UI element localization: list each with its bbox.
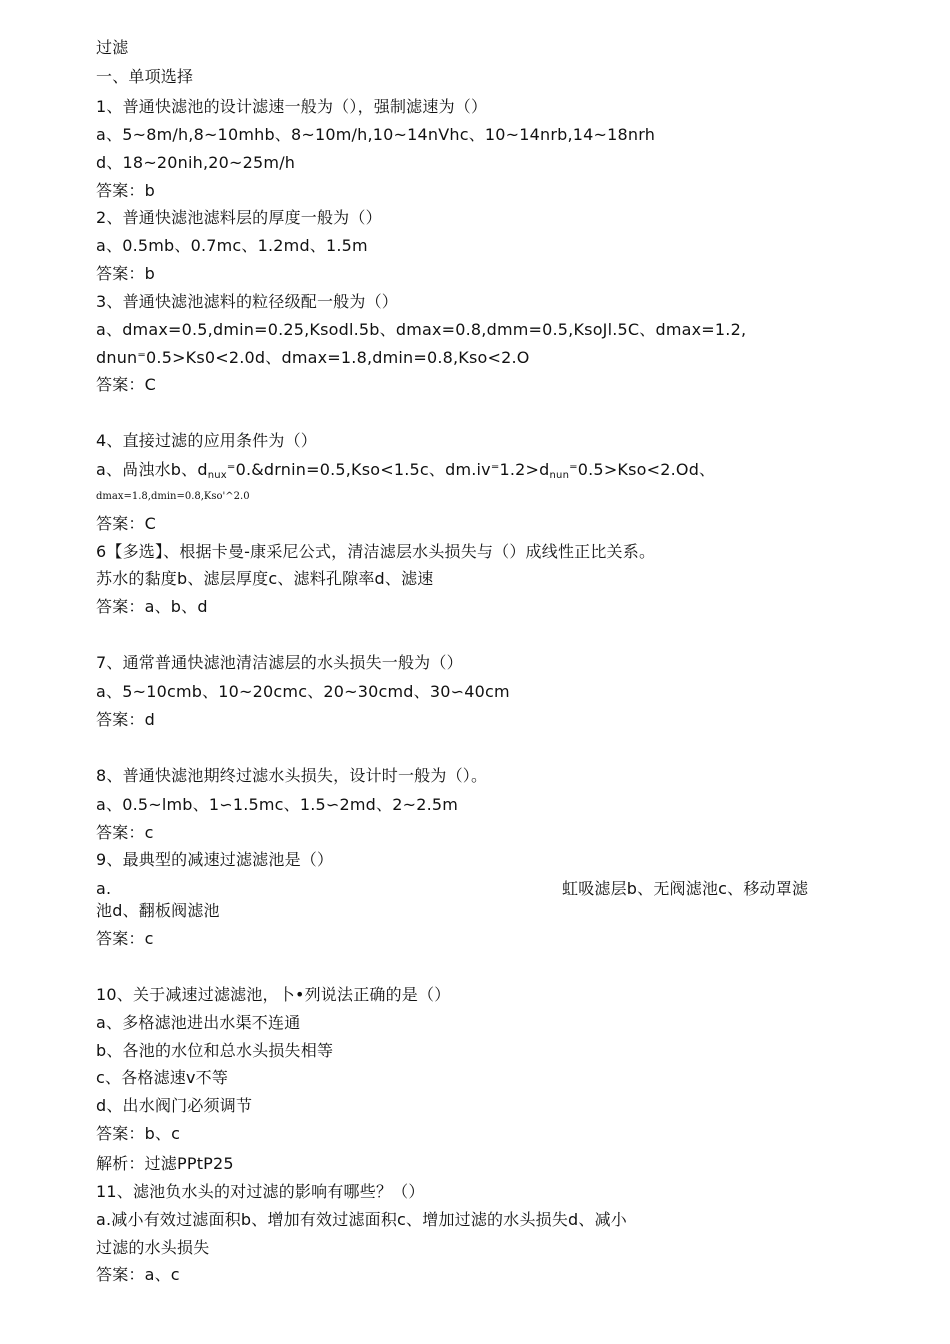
q3-answer: 答案：C bbox=[96, 375, 156, 394]
section-heading: 一、单项选择 bbox=[96, 67, 194, 86]
q9-opt-left: a. bbox=[96, 879, 112, 898]
q1-options-line2: d、18~20nih,20~25m/h bbox=[96, 153, 296, 172]
q2-stem: 2、普通快滤池滤料层的厚度一般为（） bbox=[96, 208, 382, 227]
q11-answer: 答案：a、c bbox=[96, 1265, 180, 1284]
q6-stem: 6【多选】、根据卡曼-康采尼公式，清洁滤层水头损失与（）成线性正比关系。 bbox=[96, 542, 656, 561]
q2-options: a、0.5mb、0.7mc、1.2md、1.5m bbox=[96, 236, 368, 255]
q4-answer: 答案：C bbox=[96, 514, 156, 533]
q2-answer: 答案：b bbox=[96, 264, 155, 283]
q4-subscript-1: nux bbox=[207, 470, 227, 481]
q7-stem: 7、通常普通快滤池清洁滤层的水头损失一般为（） bbox=[96, 653, 463, 672]
q1-stem: 1、普通快滤池的设计滤速一般为（），强制滤速为（） bbox=[96, 97, 488, 116]
q10-option-a: a、多格滤池进出水渠不连通 bbox=[96, 1013, 301, 1032]
q4-opt-a: a、咼浊水b、d bbox=[96, 460, 208, 479]
q9-options-line1 bbox=[96, 879, 809, 899]
q8-options: a、0.5~lmb、1∽1.5mc、1.5∽2md、2~2.5m bbox=[96, 795, 459, 814]
q8-answer: 答案：c bbox=[96, 823, 154, 842]
doc-title: 过滤 bbox=[96, 38, 129, 57]
q6-options: 苏水的黏度b、滤层厚度c、滤料孔隙率d、滤速 bbox=[96, 569, 434, 588]
q7-answer: 答案：d bbox=[96, 710, 155, 729]
q9-answer: 答案：c bbox=[96, 929, 154, 948]
q10-option-b: b、各池的水位和总水头损失相等 bbox=[96, 1041, 334, 1060]
q7-options: a、5~10cmb、10~20cmc、20~30cmd、30∽40cm bbox=[96, 682, 510, 701]
q8-stem: 8、普通快滤池期终过滤水头损失，设计时一般为（）。 bbox=[96, 766, 488, 785]
q10-option-c: c、各格滤速v不等 bbox=[96, 1068, 229, 1087]
q11-options-line2: 过滤的水头损失 bbox=[96, 1238, 210, 1257]
q4-stem: 4、直接过滤的应用条件为（） bbox=[96, 431, 317, 450]
q1-options-line1: a、5~8m/h,8~10mhb、8~10m/h,10~14nVhc、10~14nrb,14~18nrh bbox=[96, 125, 656, 144]
q4-opt-end: ⁼0.5>Kso<2.Od、 bbox=[569, 460, 716, 479]
q4-opt-mid: ⁼0.&drnin=0.5,Kso<1.5c、dm.iv⁼1.2>d bbox=[226, 460, 550, 479]
q10-option-d: d、出水阀门必须调节 bbox=[96, 1096, 253, 1115]
q10-answer: 答案：b、c bbox=[96, 1124, 181, 1143]
q3-options-line1: a、dmax=0.5,dmin=0.25,Ksodl.5b、dmax=0.8,dmm=0.5,KsoJl.5C、dmax=1.2, bbox=[96, 320, 747, 339]
q4-options bbox=[96, 460, 715, 486]
q6-answer: 答案：a、b、d bbox=[96, 597, 208, 616]
q4-options-small: dmax=1.8,dmin=0.8,Kso'^2.0 bbox=[96, 491, 250, 502]
q11-stem: 11、滤池负水头的对过滤的影响有哪些？（） bbox=[96, 1182, 425, 1201]
q9-opt-right: 虹吸滤层b、无阀滤池c、移动罩滤 bbox=[562, 879, 809, 898]
q1-answer: 答案：b bbox=[96, 181, 155, 200]
q9-options-line2: 池d、翻板阀滤池 bbox=[96, 901, 220, 920]
q4-subscript-2: nun bbox=[549, 470, 570, 481]
q11-options-line1: a.减小有效过滤面积b、增加有效过滤面积c、增加过滤的水头损失d、减小 bbox=[96, 1210, 628, 1229]
q3-options-line2: dnun⁼0.5>Ks0<2.0d、dmax=1.8,dmin=0.8,Kso<2.O bbox=[96, 348, 530, 367]
q10-stem: 10、关于减速过滤滤池，卜•列说法正确的是（） bbox=[96, 985, 451, 1004]
q3-stem: 3、普通快滤池滤料的粒径级配一般为（） bbox=[96, 292, 398, 311]
q9-stem: 9、最典型的减速过滤滤池是（） bbox=[96, 850, 334, 869]
q10-analysis: 解析：过滤PPtP25 bbox=[96, 1154, 234, 1173]
